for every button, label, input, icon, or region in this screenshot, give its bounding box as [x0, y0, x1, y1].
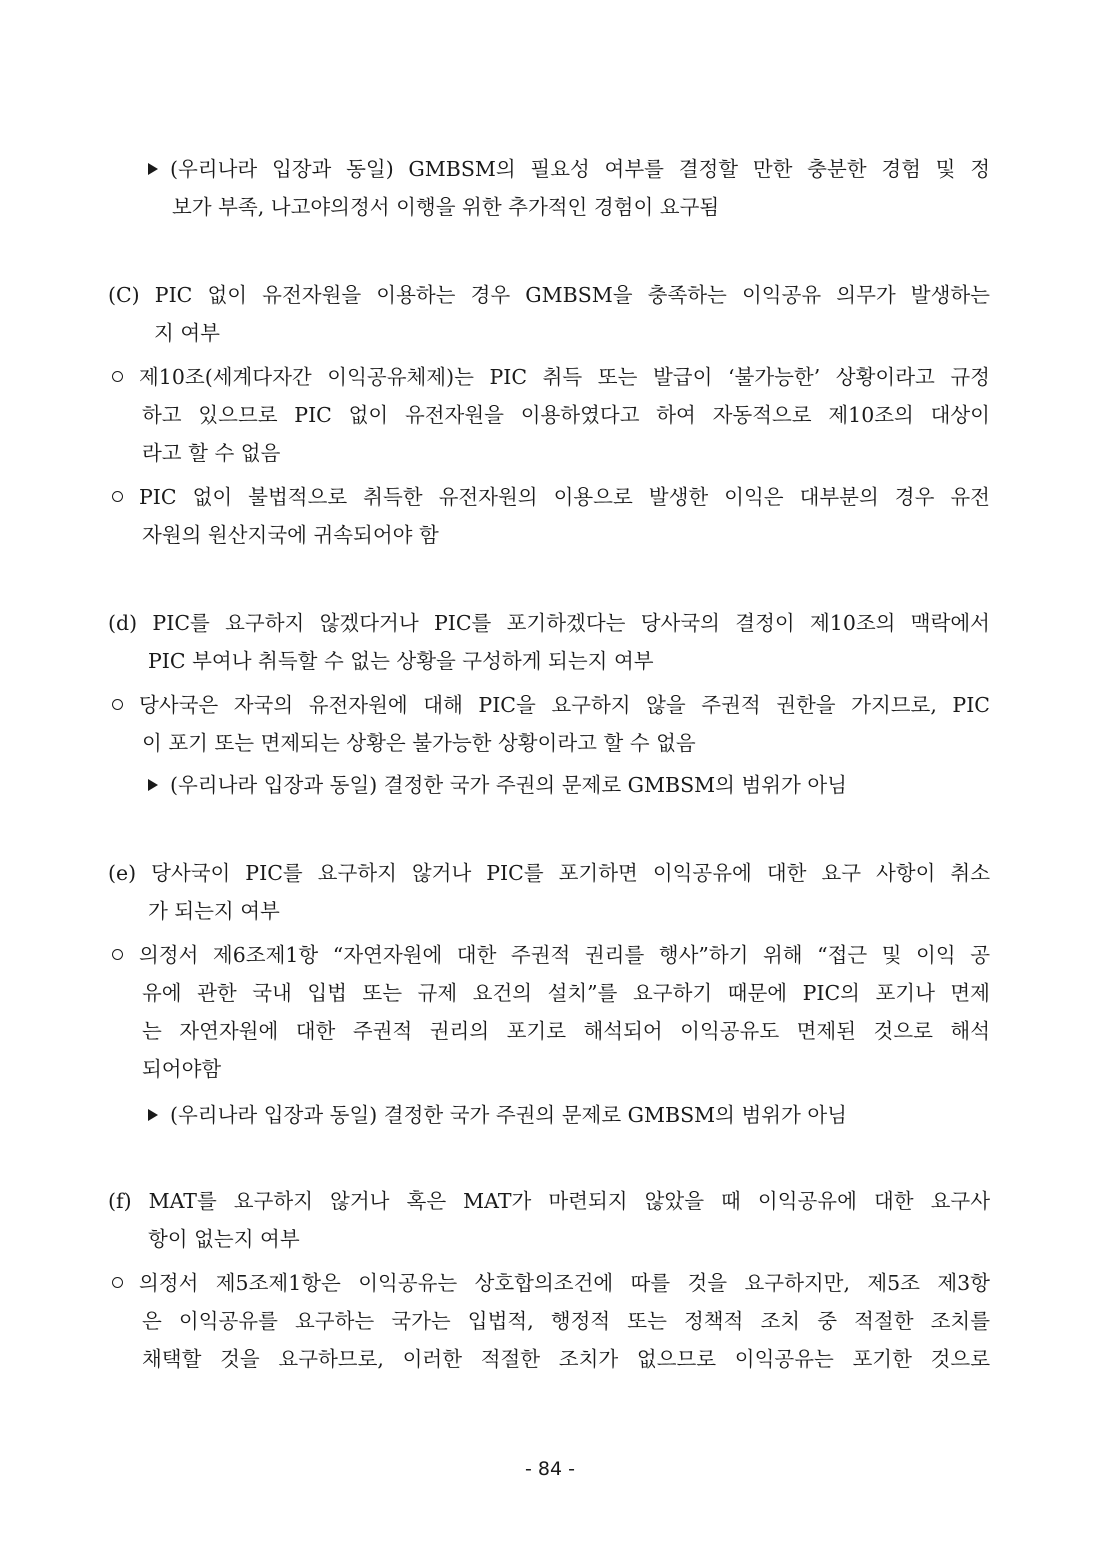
- heading-text: 지 여부: [154, 321, 220, 345]
- circle-bullet: [112, 936, 990, 1088]
- section-heading: [108, 276, 990, 352]
- bullet-text: 제10조(세계다자간 이익공유체제)는 PIC 취득 또는 발급이 ‘불가능한’ 상황이라고 규정: [139, 365, 990, 389]
- circle-bullet-icon: [112, 699, 123, 710]
- bullet-text: 하고 있으므로 PIC 없이 유전자원을 이용하였다고 하여 자동적으로 제10조의 대상이: [142, 403, 990, 427]
- bullet-text: (우리나라 입장과 동일) GMBSM의 필요성 여부를 결정할 만한 충분한 경험 및 정: [170, 157, 990, 181]
- bullet-text: PIC 없이 불법적으로 취득한 유전자원의 이용으로 발생한 이익은 대부분의 경우 유전: [139, 485, 990, 509]
- bullet-text: 는 자연자원에 대한 주권적 권리의 포기로 해석되어 이익공유도 면제된 것으로 해석: [142, 1019, 990, 1043]
- heading-text: (d) PIC를 요구하지 않겠다거나 PIC를 포기하겠다는 당사국의 결정이 제10조의 맥락에서: [108, 611, 990, 635]
- triangle-bullet-icon: [148, 1109, 158, 1121]
- circle-bullet-icon: [112, 371, 123, 382]
- bullet-text: 유에 관한 국내 입법 또는 규제 요건의 설치”를 요구하기 때문에 PIC의 포기나 면제: [142, 981, 990, 1005]
- section-heading: [108, 854, 990, 930]
- heading-text: (f) MAT를 요구하지 않거나 혹은 MAT가 마련되지 않았을 때 이익공유에 대한 요구사: [108, 1189, 990, 1213]
- bullet-text: 자원의 원산지국에 귀속되어야 함: [142, 523, 439, 547]
- section-heading: [108, 604, 990, 680]
- circle-bullet: [112, 478, 990, 554]
- circle-bullet-icon: [112, 491, 123, 502]
- bullet-text: 은 이익공유를 요구하는 국가는 입법적, 행정적 또는 정책적 조치 중 적절한 조치를: [142, 1309, 990, 1333]
- heading-text: PIC 부여나 취득할 수 없는 상황을 구성하게 되는지 여부: [148, 649, 654, 673]
- heading-text: (C) PIC 없이 유전자원을 이용하는 경우 GMBSM을 충족하는 이익공유 의무가 발생하는: [108, 283, 990, 307]
- circle-bullet: [112, 686, 990, 762]
- triangle-bullet-icon: [148, 779, 158, 791]
- bullet-text: (우리나라 입장과 동일) 결정한 국가 주권의 문제로 GMBSM의 범위가 아님: [170, 1103, 847, 1127]
- heading-text: 항이 없는지 여부: [148, 1227, 300, 1251]
- bullet-text: 의정서 제6조제1항 “자연자원에 대한 주권적 권리를 행사”하기 위해 “접근 및 이익 공: [139, 943, 990, 967]
- bullet-text: (우리나라 입장과 동일) 결정한 국가 주권의 문제로 GMBSM의 범위가 아님: [170, 773, 847, 797]
- circle-bullet: [112, 1264, 990, 1378]
- heading-text: 가 되는지 여부: [148, 899, 280, 923]
- circle-bullet-icon: [112, 949, 123, 960]
- triangle-bullet: [148, 150, 990, 226]
- bullet-text: 보가 부족, 나고야의정서 이행을 위한 추가적인 경험이 요구됨: [172, 195, 720, 219]
- circle-bullet: [112, 358, 990, 472]
- bullet-text: 되어야함: [142, 1057, 222, 1081]
- bullet-text: 채택할 것을 요구하므로, 이러한 적절한 조치가 없으므로 이익공유는 포기한 것으로: [142, 1347, 990, 1371]
- page-number: - 84 -: [525, 1458, 575, 1480]
- bullet-text: 의정서 제5조제1항은 이익공유는 상호합의조건에 따를 것을 요구하지만, 제5조 제3항: [139, 1271, 990, 1295]
- heading-text: (e) 당사국이 PIC를 요구하지 않거나 PIC를 포기하면 이익공유에 대한 요구 사항이 취소: [108, 861, 990, 885]
- triangle-bullet-icon: [148, 163, 158, 175]
- triangle-bullet: [148, 766, 990, 804]
- circle-bullet-icon: [112, 1277, 123, 1288]
- bullet-text: 라고 할 수 없음: [142, 441, 281, 465]
- bullet-text: 당사국은 자국의 유전자원에 대해 PIC을 요구하지 않을 주권적 권한을 가지므로, PIC: [139, 693, 990, 717]
- triangle-bullet: [148, 1096, 990, 1134]
- section-heading: [108, 1182, 990, 1258]
- bullet-text: 이 포기 또는 면제되는 상황은 불가능한 상황이라고 할 수 없음: [142, 731, 696, 755]
